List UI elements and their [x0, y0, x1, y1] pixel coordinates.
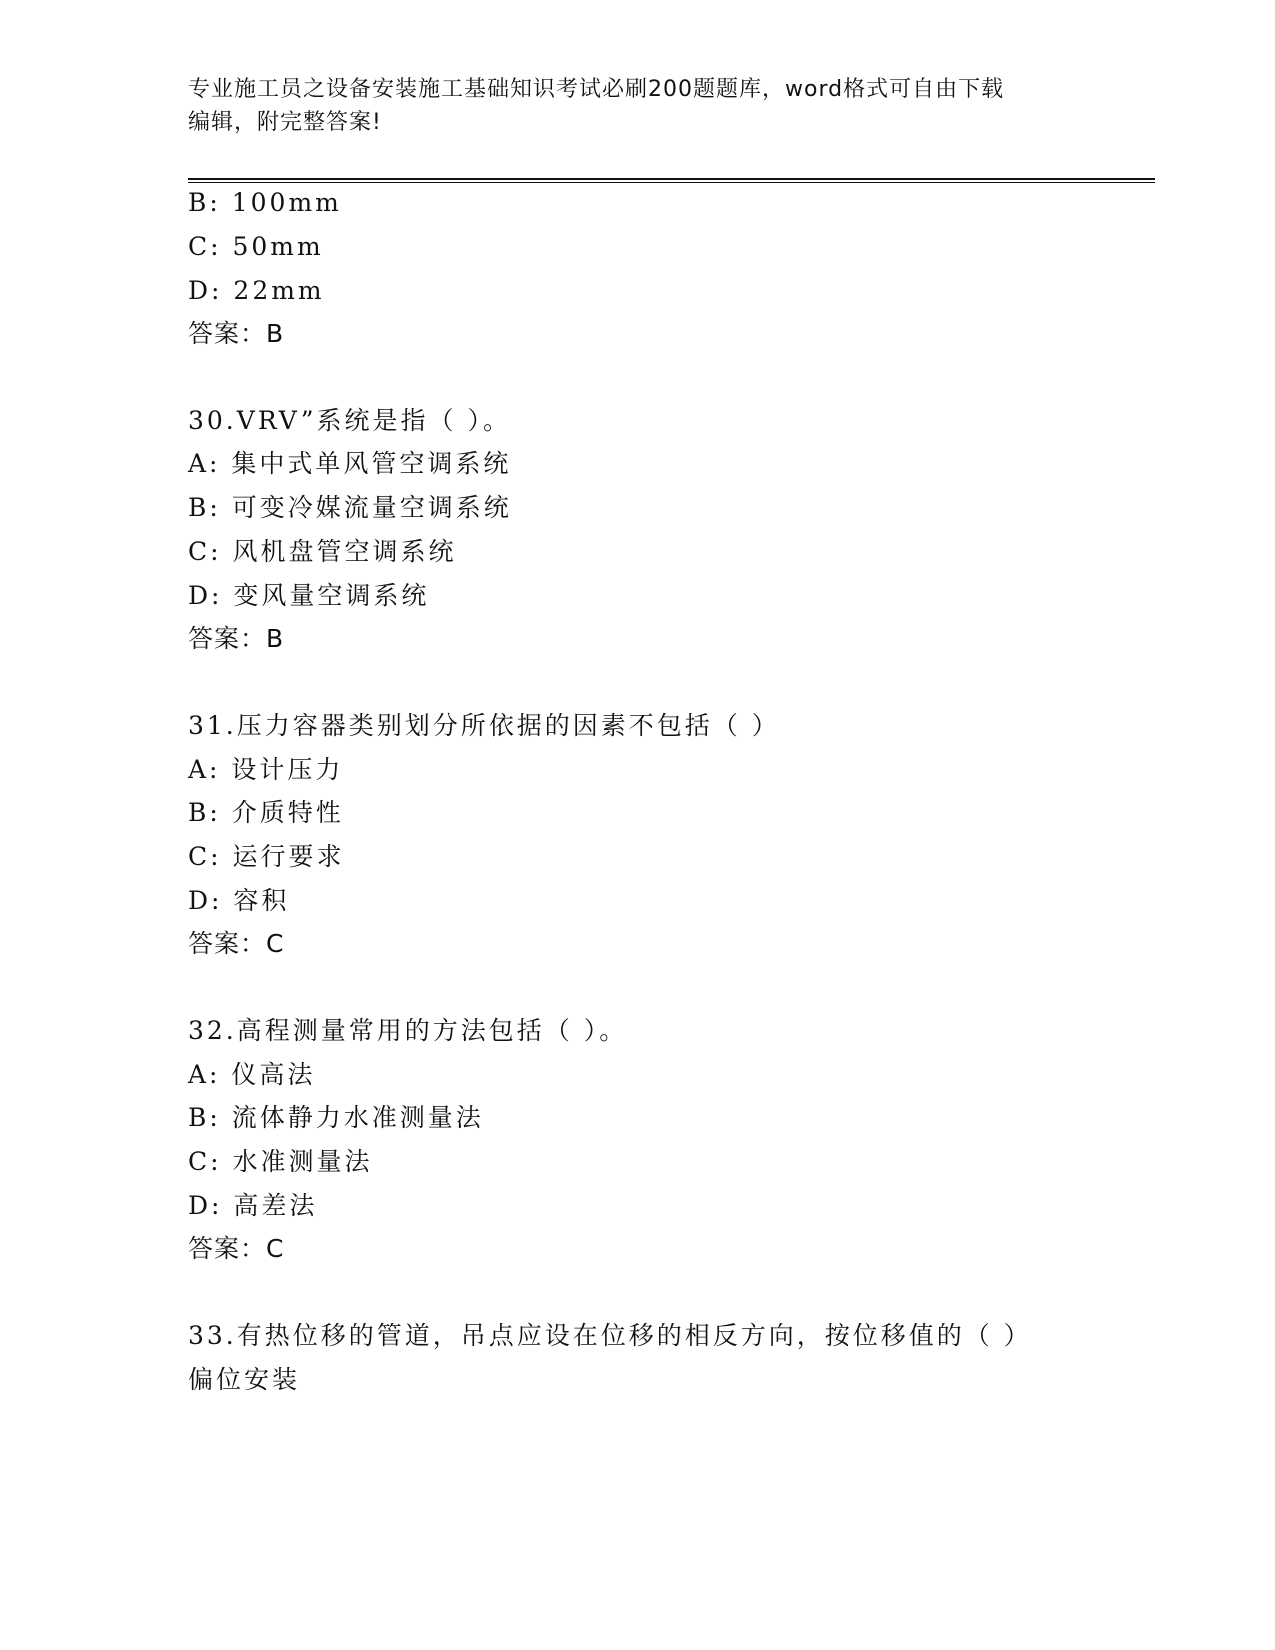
- question-stem: 32.高程测量常用的方法包括（ ）。: [188, 1016, 628, 1045]
- answer: 答案：B: [188, 319, 285, 348]
- document-header: [188, 73, 1068, 139]
- option-c: C: 50mm: [188, 232, 324, 261]
- option-d: D: 高差法: [188, 1191, 318, 1220]
- answer: 答案：C: [188, 1234, 285, 1263]
- option-b: B: 可变冷媒流量空调系统: [188, 493, 512, 522]
- header-title-line-1: 专业施工员之设备安装施工基础知识考试必刷200题题库，word格式可自由下载: [188, 77, 1005, 102]
- option-d: D: 变风量空调系统: [188, 581, 430, 610]
- answer: 答案：B: [188, 624, 285, 653]
- header-divider: [188, 178, 1155, 183]
- option-a: A: 设计压力: [188, 755, 344, 784]
- option-c: C: 运行要求: [188, 842, 345, 871]
- question-stem-line-1: 33.有热位移的管道，吊点应设在位移的相反方向，按位移值的（ ）: [188, 1321, 1032, 1350]
- question-stem: 31.压力容器类别划分所依据的因素不包括（ ）: [188, 711, 780, 740]
- option-c: C: 风机盘管空调系统: [188, 537, 457, 566]
- answer: 答案：C: [188, 929, 285, 958]
- option-a: A: 集中式单风管空调系统: [188, 449, 512, 478]
- option-d: D: 容积: [188, 886, 290, 915]
- question-stem: 30.VRV”系统是指（ ）。: [188, 406, 511, 435]
- option-a: A: 仪高法: [188, 1060, 316, 1089]
- option-b: B: 介质特性: [188, 798, 344, 827]
- question-stem-line-2: 偏位安装: [188, 1365, 301, 1394]
- option-b: B: 流体静力水准测量法: [188, 1103, 484, 1132]
- option-c: C: 水准测量法: [188, 1147, 373, 1176]
- header-title-line-2: 编辑，附完整答案!: [188, 110, 382, 135]
- option-d: D: 22mm: [188, 276, 325, 305]
- option-b: B: 100mm: [188, 188, 342, 217]
